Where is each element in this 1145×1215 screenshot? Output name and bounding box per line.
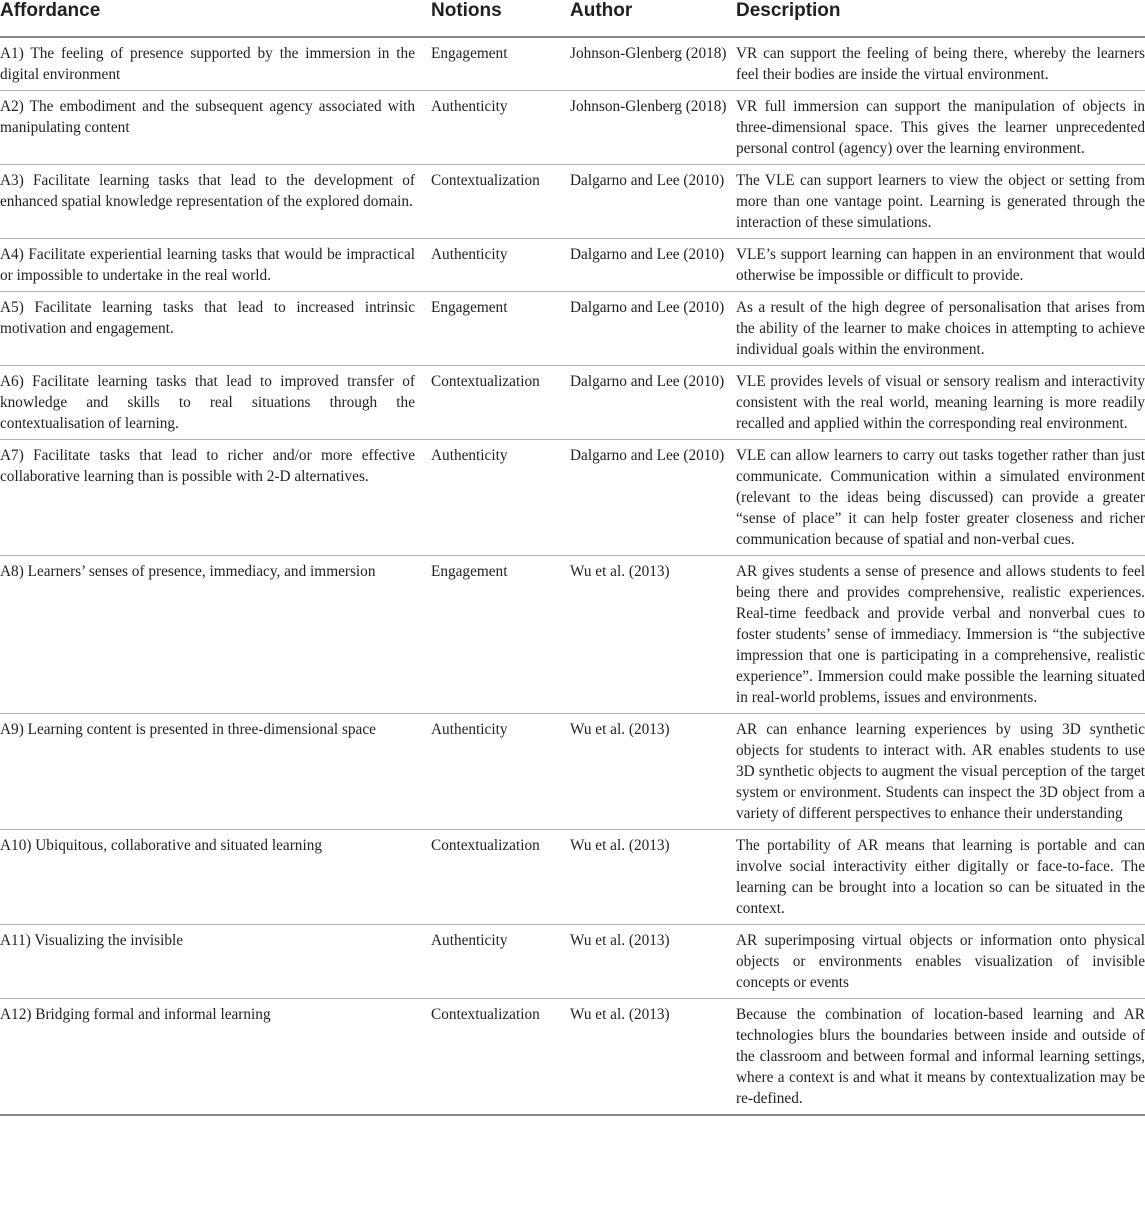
- affordance-cell: A12) Bridging formal and informal learning: [0, 999, 425, 1116]
- header-author: Author: [564, 0, 730, 37]
- author-cell: Wu et al. (2013): [564, 830, 730, 925]
- notion-cell: Authenticity: [425, 91, 564, 165]
- notion-cell: Contextualization: [425, 999, 564, 1116]
- affordance-cell: A9) Learning content is presented in three-dimensional space: [0, 714, 425, 830]
- table-row: [0, 440, 1145, 556]
- description-cell: VLE provides levels of visual or sensory realism and interactivity consistent with the real world, meaning learning is more readily recalled and applied within the corresponding real environment.: [730, 366, 1145, 440]
- author-cell: Wu et al. (2013): [564, 999, 730, 1116]
- affordance-cell: A7) Facilitate tasks that lead to richer and/or more effective collaborative learning than is possible with 2-D alternatives.: [0, 440, 425, 556]
- author-cell: Dalgarno and Lee (2010): [564, 366, 730, 440]
- affordance-cell: A6) Facilitate learning tasks that lead to improved transfer of knowledge and skills to real situations through the contextualisation of learning.: [0, 366, 425, 440]
- description-cell: VR full immersion can support the manipulation of objects in three-dimensional space. This gives the learner unprecedented personal control (agency) over the learning environment.: [730, 91, 1145, 165]
- author-cell: Dalgarno and Lee (2010): [564, 239, 730, 292]
- description-cell: The portability of AR means that learning is portable and can involve social interactivity either digitally or face-to-face. The learning can be brought into a location so can be situated in the context.: [730, 830, 1145, 925]
- affordance-cell: A10) Ubiquitous, collaborative and situated learning: [0, 830, 425, 925]
- description-cell: AR can enhance learning experiences by using 3D synthetic objects for students to interact with. AR enables students to use 3D synthetic objects to augment the visual perception of the target system or environment. Students can inspect the 3D object from a variety of different perspectives to enhance their understanding: [730, 714, 1145, 830]
- affordance-cell: A1) The feeling of presence supported by the immersion in the digital environment: [0, 37, 425, 91]
- affordance-cell: A4) Facilitate experiential learning tasks that would be impractical or impossible to undertake in the real world.: [0, 239, 425, 292]
- description-cell: Because the combination of location-based learning and AR technologies blurs the boundaries between inside and outside of the classroom and between formal and informal learning settings, where a context is and what it means by contextualization may be re-defined.: [730, 999, 1145, 1116]
- notion-cell: Authenticity: [425, 440, 564, 556]
- table-row: [0, 165, 1145, 239]
- table-body: [0, 37, 1145, 1115]
- header-description: Description: [730, 0, 1145, 37]
- notion-cell: Engagement: [425, 556, 564, 714]
- description-cell: The VLE can support learners to view the object or setting from more than one vantage point. Learning is generated through the interaction of these simulations.: [730, 165, 1145, 239]
- description-cell: As a result of the high degree of personalisation that arises from the ability of the learner to make choices in attempting to achieve individual goals within the environment.: [730, 292, 1145, 366]
- notion-cell: Authenticity: [425, 925, 564, 999]
- table-row: [0, 91, 1145, 165]
- description-cell: AR superimposing virtual objects or information onto physical objects or environments enables visualization of invisible concepts or events: [730, 925, 1145, 999]
- author-cell: Dalgarno and Lee (2010): [564, 292, 730, 366]
- description-cell: AR gives students a sense of presence and allows students to feel being there and provides comprehensive, realistic experiences. Real-time feedback and provide verbal and nonverbal cues to foster students’ sense of immediacy. Immersion is “the subjective impression that one is participating in a comprehensive, realistic experience”. Immersion could make possible the learning situated in real-world problems, issues and environments.: [730, 556, 1145, 714]
- author-cell: Wu et al. (2013): [564, 714, 730, 830]
- header-affordance: Affordance: [0, 0, 425, 37]
- header-row: [0, 0, 1145, 37]
- table-row: [0, 830, 1145, 925]
- affordance-cell: A3) Facilitate learning tasks that lead to the development of enhanced spatial knowledge representation of the explored domain.: [0, 165, 425, 239]
- author-cell: Dalgarno and Lee (2010): [564, 165, 730, 239]
- description-cell: VR can support the feeling of being there, whereby the learners feel their bodies are inside the virtual environment.: [730, 37, 1145, 91]
- table-row: [0, 239, 1145, 292]
- table-row: [0, 366, 1145, 440]
- table-row: [0, 556, 1145, 714]
- author-cell: Johnson-Glenberg (2018): [564, 91, 730, 165]
- affordance-cell: A11) Visualizing the invisible: [0, 925, 425, 999]
- author-cell: Dalgarno and Lee (2010): [564, 440, 730, 556]
- header-notions: Notions: [425, 0, 564, 37]
- notion-cell: Authenticity: [425, 714, 564, 830]
- table-row: [0, 37, 1145, 91]
- table-header: [0, 0, 1145, 37]
- notion-cell: Contextualization: [425, 830, 564, 925]
- affordance-cell: A8) Learners’ senses of presence, immediacy, and immersion: [0, 556, 425, 714]
- description-cell: VLE can allow learners to carry out tasks together rather than just communicate. Communication within a simulated environment (relevant to the ideas being discussed) can provide a greater “sense of place” it can help foster greater closeness and richer communication because of spatial and non-verbal cues.: [730, 440, 1145, 556]
- affordance-cell: A5) Facilitate learning tasks that lead to increased intrinsic motivation and engagement.: [0, 292, 425, 366]
- author-cell: Wu et al. (2013): [564, 556, 730, 714]
- affordance-cell: A2) The embodiment and the subsequent agency associated with manipulating content: [0, 91, 425, 165]
- author-cell: Wu et al. (2013): [564, 925, 730, 999]
- table-row: [0, 925, 1145, 999]
- notion-cell: Contextualization: [425, 366, 564, 440]
- notion-cell: Engagement: [425, 37, 564, 91]
- table-row: [0, 714, 1145, 830]
- notion-cell: Authenticity: [425, 239, 564, 292]
- notion-cell: Engagement: [425, 292, 564, 366]
- table-row: [0, 999, 1145, 1116]
- notion-cell: Contextualization: [425, 165, 564, 239]
- author-cell: Johnson-Glenberg (2018): [564, 37, 730, 91]
- description-cell: VLE’s support learning can happen in an environment that would otherwise be impossible or difficult to provide.: [730, 239, 1145, 292]
- table-row: [0, 292, 1145, 366]
